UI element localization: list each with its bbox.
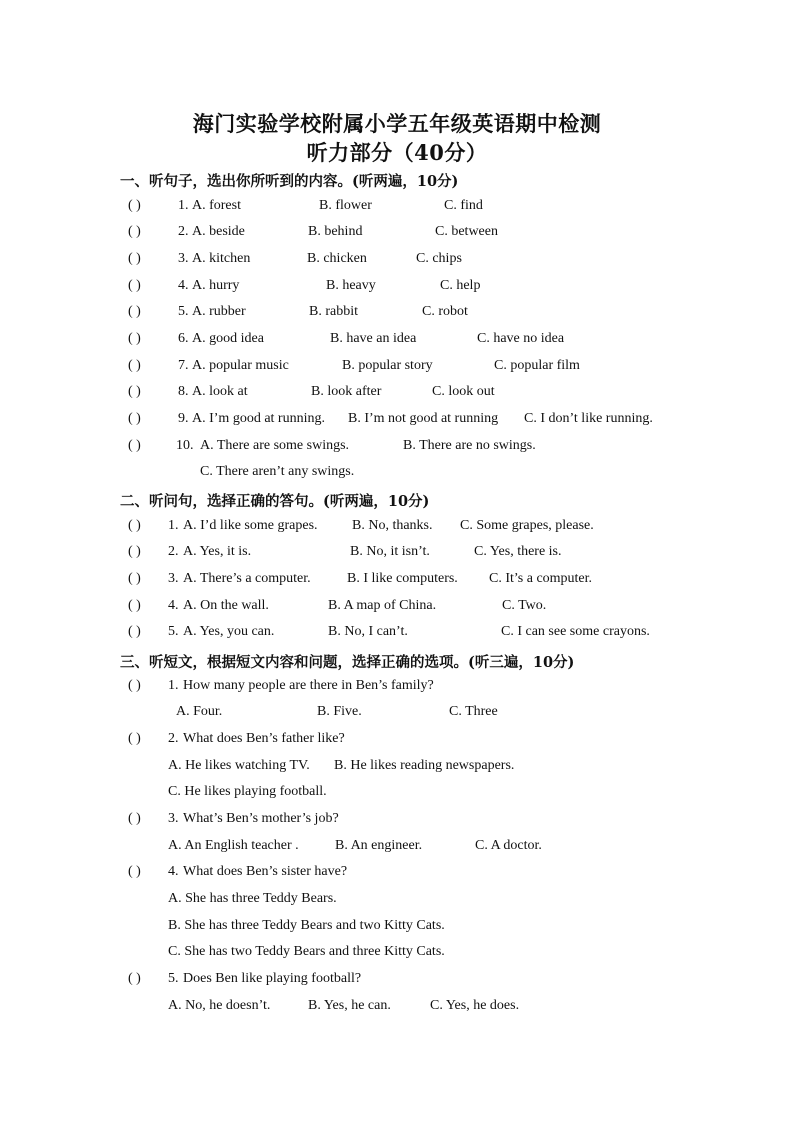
option-b: B. have an idea: [330, 331, 417, 346]
option-c: C. Yes, there is.: [474, 544, 562, 559]
option-c: C. It’s a computer.: [489, 571, 593, 586]
option-a: A. hurry: [192, 278, 240, 293]
option-c: C. Two.: [502, 598, 547, 613]
option-a: A. She has three Teddy Bears.: [168, 891, 337, 906]
answer-blank[interactable]: ( ): [128, 544, 141, 559]
option-b: B. No, I can’t.: [328, 624, 408, 639]
option-b: B. He likes reading newspapers.: [334, 758, 515, 773]
option-c: C. He likes playing football.: [168, 784, 327, 799]
question-number: 5.: [178, 304, 189, 319]
question-number: 3.: [178, 251, 189, 266]
option-a: A. beside: [192, 224, 245, 239]
option-a: A. look at: [192, 384, 248, 399]
option-c: C. Some grapes, please.: [460, 518, 594, 533]
option-a: A. An English teacher .: [168, 838, 299, 853]
answer-blank[interactable]: ( ): [128, 384, 141, 399]
answer-blank[interactable]: ( ): [128, 358, 141, 373]
option-a: A. He likes watching TV.: [168, 758, 310, 773]
question-number: 5.: [168, 971, 179, 986]
answer-blank[interactable]: ( ): [128, 438, 141, 453]
answer-blank[interactable]: ( ): [128, 411, 141, 426]
exam-title: 海门实验学校附属小学五年级英语期中检测: [192, 111, 602, 136]
option-b: B. She has three Teddy Bears and two Kitty Cats.: [168, 918, 445, 933]
question-number: 1.: [178, 198, 189, 213]
question-number: 4.: [168, 598, 179, 613]
option-b: B. A map of China.: [328, 598, 437, 613]
question-number: 8.: [178, 384, 189, 399]
question-number: 4.: [178, 278, 189, 293]
option-c: C. She has two Teddy Bears and three Kitty Cats.: [168, 944, 445, 959]
option-a: A. rubber: [192, 304, 246, 319]
option-c: C. look out: [432, 384, 495, 399]
option-a: A. Yes, it is.: [183, 544, 252, 559]
answer-blank[interactable]: ( ): [128, 331, 141, 346]
question-number: 5.: [168, 624, 179, 639]
option-b: B. I’m not good at running: [348, 411, 499, 426]
option-b: B. chicken: [307, 251, 367, 266]
question-number: 3.: [168, 571, 179, 586]
question-number: 7.: [178, 358, 189, 373]
answer-blank[interactable]: ( ): [128, 304, 141, 319]
option-b: B. I like computers.: [347, 571, 458, 586]
answer-blank[interactable]: ( ): [128, 971, 141, 986]
question-text: What does Ben’s father like?: [183, 731, 345, 746]
option-b: B. heavy: [326, 278, 376, 293]
option-c: C. Yes, he does.: [430, 998, 520, 1013]
answer-blank[interactable]: ( ): [128, 278, 141, 293]
answer-blank[interactable]: ( ): [128, 198, 141, 213]
option-c: C. popular film: [494, 358, 580, 373]
option-b: B. flower: [319, 198, 372, 213]
answer-blank[interactable]: ( ): [128, 864, 141, 879]
section-3-heading: 三、听短文，根据短文内容和问题，选择正确的选项。(听三遍，10分): [120, 654, 575, 671]
answer-blank[interactable]: ( ): [128, 571, 141, 586]
answer-blank[interactable]: ( ): [128, 251, 141, 266]
answer-blank[interactable]: ( ): [128, 811, 141, 826]
answer-blank[interactable]: ( ): [128, 598, 141, 613]
option-a: A. kitchen: [192, 251, 251, 266]
question-text: What does Ben’s sister have?: [183, 864, 348, 879]
option-b: B. There are no swings.: [403, 438, 536, 453]
question-number: 9.: [178, 411, 189, 426]
option-c: C. A doctor.: [475, 838, 542, 853]
option-b: B. look after: [311, 384, 382, 399]
question-number: 10.: [176, 438, 194, 453]
option-a: A. Yes, you can.: [183, 624, 275, 639]
question-number: 2.: [168, 731, 179, 746]
question-number: 2.: [178, 224, 189, 239]
answer-blank[interactable]: ( ): [128, 624, 141, 639]
question-number: 4.: [168, 864, 179, 879]
option-c: C. have no idea: [477, 331, 565, 346]
option-a: A. No, he doesn’t.: [168, 998, 271, 1013]
option-b: B. Five.: [317, 704, 362, 719]
option-a: A. popular music: [192, 358, 289, 373]
option-b: B. No, thanks.: [352, 518, 433, 533]
question-text: What’s Ben’s mother’s job?: [183, 811, 339, 826]
option-b: B. popular story: [342, 358, 433, 373]
section-1-heading: 一、听句子，选出你所听到的内容。(听两遍，10分): [120, 173, 459, 190]
question-number: 2.: [168, 544, 179, 559]
question-number: 1.: [168, 678, 179, 693]
section-2-heading: 二、听问句，选择正确的答句。(听两遍，10分): [120, 493, 430, 510]
option-b: B. behind: [308, 224, 363, 239]
answer-blank[interactable]: ( ): [128, 224, 141, 239]
question-number: 3.: [168, 811, 179, 826]
option-a: A. I’m good at running.: [192, 411, 325, 426]
option-c: C. I don’t like running.: [524, 411, 653, 426]
option-c: C. I can see some crayons.: [501, 624, 650, 639]
option-c: C. There aren’t any swings.: [200, 464, 355, 479]
question-text: Does Ben like playing football?: [183, 971, 362, 986]
option-c: C. robot: [422, 304, 468, 319]
answer-blank[interactable]: ( ): [128, 678, 141, 693]
option-c: C. chips: [416, 251, 462, 266]
option-a: A. good idea: [192, 331, 264, 346]
option-b: B. rabbit: [309, 304, 358, 319]
option-c: C. Three: [449, 704, 498, 719]
option-c: C. between: [435, 224, 498, 239]
exam-subtitle: 听力部分（40分）: [306, 140, 488, 165]
option-b: B. An engineer.: [335, 838, 423, 853]
option-a: A. Four.: [176, 704, 223, 719]
option-b: B. Yes, he can.: [308, 998, 391, 1013]
option-a: A. I’d like some grapes.: [183, 518, 318, 533]
option-a: A. forest: [192, 198, 241, 213]
option-a: A. On the wall.: [183, 598, 269, 613]
option-c: C. help: [440, 278, 481, 293]
answer-blank[interactable]: ( ): [128, 731, 141, 746]
question-number: 1.: [168, 518, 179, 533]
option-a: A. There’s a computer.: [183, 571, 311, 586]
question-number: 6.: [178, 331, 189, 346]
option-b: B. No, it isn’t.: [350, 544, 430, 559]
answer-blank[interactable]: ( ): [128, 518, 141, 533]
option-a: A. There are some swings.: [200, 438, 350, 453]
question-text: How many people are there in Ben’s family?: [183, 678, 434, 693]
option-c: C. find: [444, 198, 483, 213]
